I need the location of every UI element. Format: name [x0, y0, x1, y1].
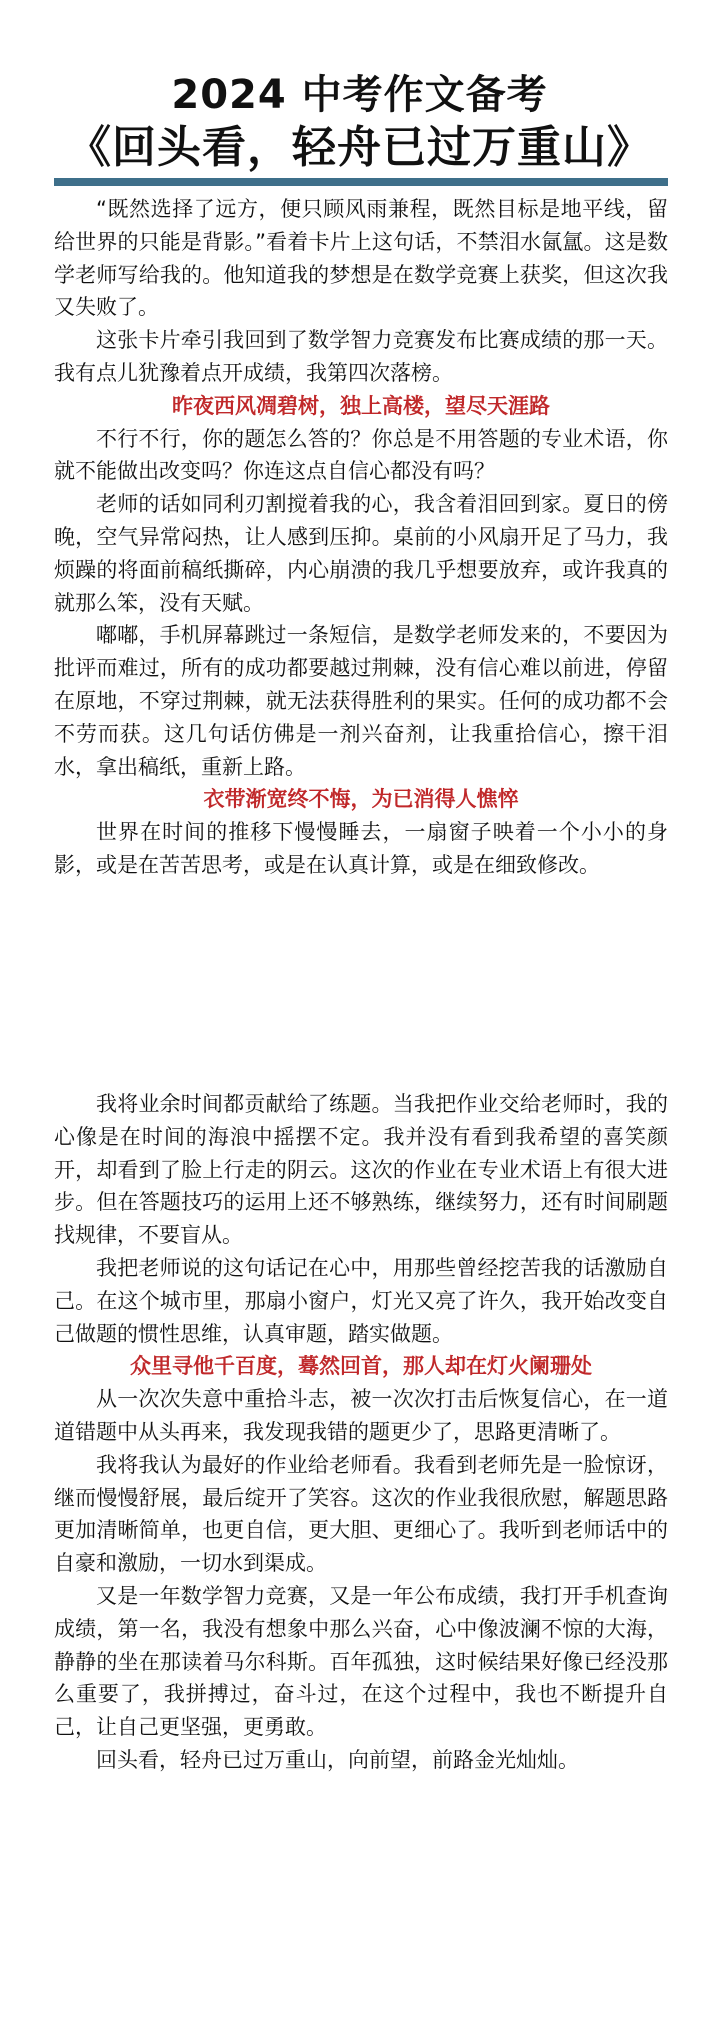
paragraph: “既然选择了远方，便只顾风雨兼程，既然目标是地平线，留给世界的只能是背影。”看着卡片上这句话，不禁泪水氤氲。这是数学老师写给我的。他知道我的梦想是在数学竞赛上获奖，但这次我又失败了。	[54, 197, 668, 320]
paragraph: 不行不行，你的题怎么答的？你总是不用答题的专业术语，你就不能做出改变吗？你连这点自信心都没有吗？	[54, 426, 668, 484]
section-subheading: 众里寻他千百度，蓦然回首，那人却在灯火阑珊处	[130, 1354, 592, 1379]
paragraph: 这张卡片牵引我回到了数学智力竞赛发布比赛成绩的那一天。我有点儿犹豫着点开成绩，我第四次落榜。	[54, 328, 668, 385]
body-section-2	[54, 1088, 668, 1777]
paragraph: 老师的话如同利刃割搅着我的心，我含着泪回到家。夏日的傍晚，空气异常闷热，让人感到压抑。桌前的小风扇开足了马力，我烦躁的将面前稿纸撕碎，内心崩溃的我几乎想要放弃，或许我真的就那么笨，没有天赋。	[54, 492, 668, 615]
paragraph: 回头看，轻舟已过万重山，向前望，前路金光灿灿。	[96, 1747, 579, 1772]
paragraph: 从一次次失意中重拾斗志，被一次次打击后恢复信心，在一道道错题中从头再来，我发现我错的题更少了，思路更清晰了。	[54, 1387, 668, 1444]
body-section-1	[54, 193, 668, 882]
title-line-1: 2024 中考作文备考	[171, 72, 548, 118]
paragraph: 嘟嘟，手机屏幕跳过一条短信，是数学老师发来的，不要因为批评而难过，所有的成功都要越过荆棘，没有信心难以前进，停留在原地，不穿过荆棘，就无法获得胜利的果实。任何的成功都不会不劳而获。这几句话仿佛是一剂兴奋剂，让我重拾信心，擦干泪水，拿出稿纸，重新上路。	[54, 623, 668, 779]
title-line-2: 《回头看，轻舟已过万重山》	[67, 122, 652, 173]
paragraph: 世界在时间的推移下慢慢睡去，一扇窗子映着一个小小的身影，或是在苦苦思考，或是在认真计算，或是在细致修改。	[54, 820, 668, 877]
section-subheading: 衣带渐宽终不悔，为已消得人憔悴	[203, 787, 519, 812]
paragraph: 又是一年数学智力竞赛，又是一年公布成绩，我打开手机查询成绩，第一名，我没有想象中那么兴奋，心中像波澜不惊的大海，静静的坐在那读着马尔科斯。百年孤独，这时候结果好像已经没那么重要了，我拼搏过，奋斗过，在这个过程中，我也不断提升自己，让自己更坚强，更勇敢。	[54, 1583, 668, 1740]
section-subheading: 昨夜西风凋碧树，独上高楼，望尽天涯路	[172, 393, 550, 418]
paragraph: 我将我认为最好的作业给老师看。我看到老师先是一脸惊讶，继而慢慢舒展，最后绽开了笑容。这次的作业我很欣慰，解题思路更加清晰简单，也更自信，更大胆、更细心了。我听到老师话中的自豪和激励，一切水到渠成。	[54, 1452, 668, 1576]
paragraph: 我把老师说的这句话记在心中，用那些曾经挖苦我的话激励自己。在这个城市里，那扇小窗户，灯光又亮了许久，我开始改变自己做题的惯性思维，认真审题，踏实做题。	[54, 1255, 668, 1346]
paragraph: 我将业余时间都贡献给了练题。当我把作业交给老师时，我的心像是在时间的海浪中摇摆不定。我并没有看到我希望的喜笑颜开，却看到了脸上行走的阴云。这次的作业在专业术语上有很大进步。但在答题技巧的运用上还不够熟练，继续努力，还有时间刷题找规律，不要盲从。	[54, 1092, 668, 1248]
title-underline	[54, 178, 668, 186]
